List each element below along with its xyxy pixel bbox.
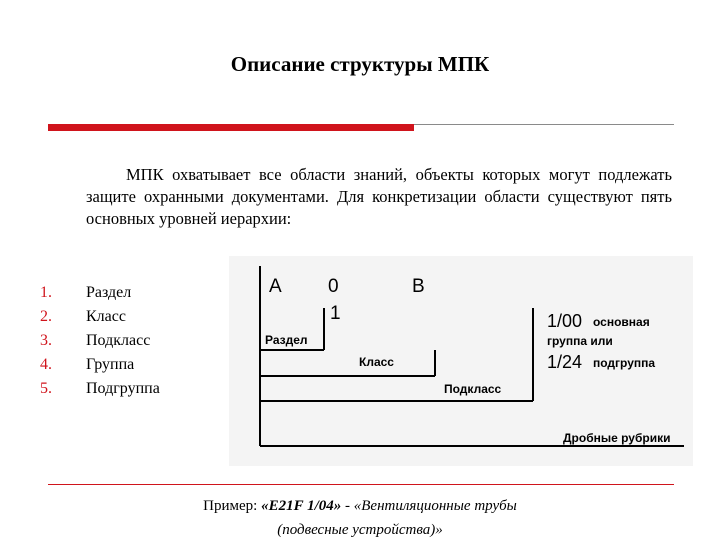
- list-item-label: Класс: [86, 308, 126, 325]
- list-item: [40, 329, 160, 353]
- example-caption: [0, 494, 720, 542]
- fractional-label: Дробные рубрики: [563, 431, 671, 445]
- list-item-label: Подгруппа: [86, 380, 160, 397]
- title-underline-thin: [414, 124, 674, 125]
- page-title: Описание структуры МПК: [230, 52, 490, 76]
- example-prefix: Пример:: [203, 498, 262, 514]
- example-code: «E21F 1/04»: [261, 498, 342, 514]
- title-underline-accent: [48, 124, 414, 131]
- list-item: [40, 353, 160, 377]
- subgroup-code: 1/24: [547, 352, 583, 372]
- list-item-label: Группа: [86, 356, 135, 373]
- subclass-label: Подкласс: [444, 382, 502, 396]
- hierarchy-levels-list: [40, 281, 160, 401]
- list-item: [40, 305, 160, 329]
- ipc-structure-diagram: [229, 256, 693, 466]
- code-b-label: B: [412, 276, 425, 297]
- subgroup-text: подгруппа: [593, 356, 656, 370]
- list-item-label: Подкласс: [86, 332, 151, 349]
- code-0-label: 0: [328, 276, 339, 297]
- list-item: [40, 377, 160, 401]
- list-number: 2.: [40, 308, 52, 325]
- list-number: 1.: [40, 284, 52, 301]
- list-number: 4.: [40, 356, 52, 373]
- code-a-label: A: [269, 276, 282, 297]
- example-desc-1: - «Вентиляционные трубы: [341, 498, 517, 514]
- list-number: 5.: [40, 380, 52, 397]
- list-number: 3.: [40, 332, 52, 349]
- diagram-canvas: [229, 256, 693, 466]
- list-item-label: Раздел: [86, 284, 132, 301]
- example-line-1: [0, 494, 720, 518]
- main-group-text: основная: [593, 315, 650, 329]
- main-group-or-text: группа или: [547, 334, 613, 348]
- class-label: Класс: [359, 355, 394, 369]
- list-item: [40, 281, 160, 305]
- example-desc-2: (подвесные устройства)»: [277, 522, 443, 538]
- intro-paragraph: МПК охватывает все области знаний, объекты которых могут подлежать защите охранными документами. Для конкретизации области существуют пять основных уровней иерархии:: [86, 165, 672, 228]
- bottom-divider: [48, 484, 674, 485]
- code-1-label: 1: [330, 303, 341, 324]
- main-group-code: 1/00: [547, 311, 583, 331]
- section-label: Раздел: [265, 333, 308, 347]
